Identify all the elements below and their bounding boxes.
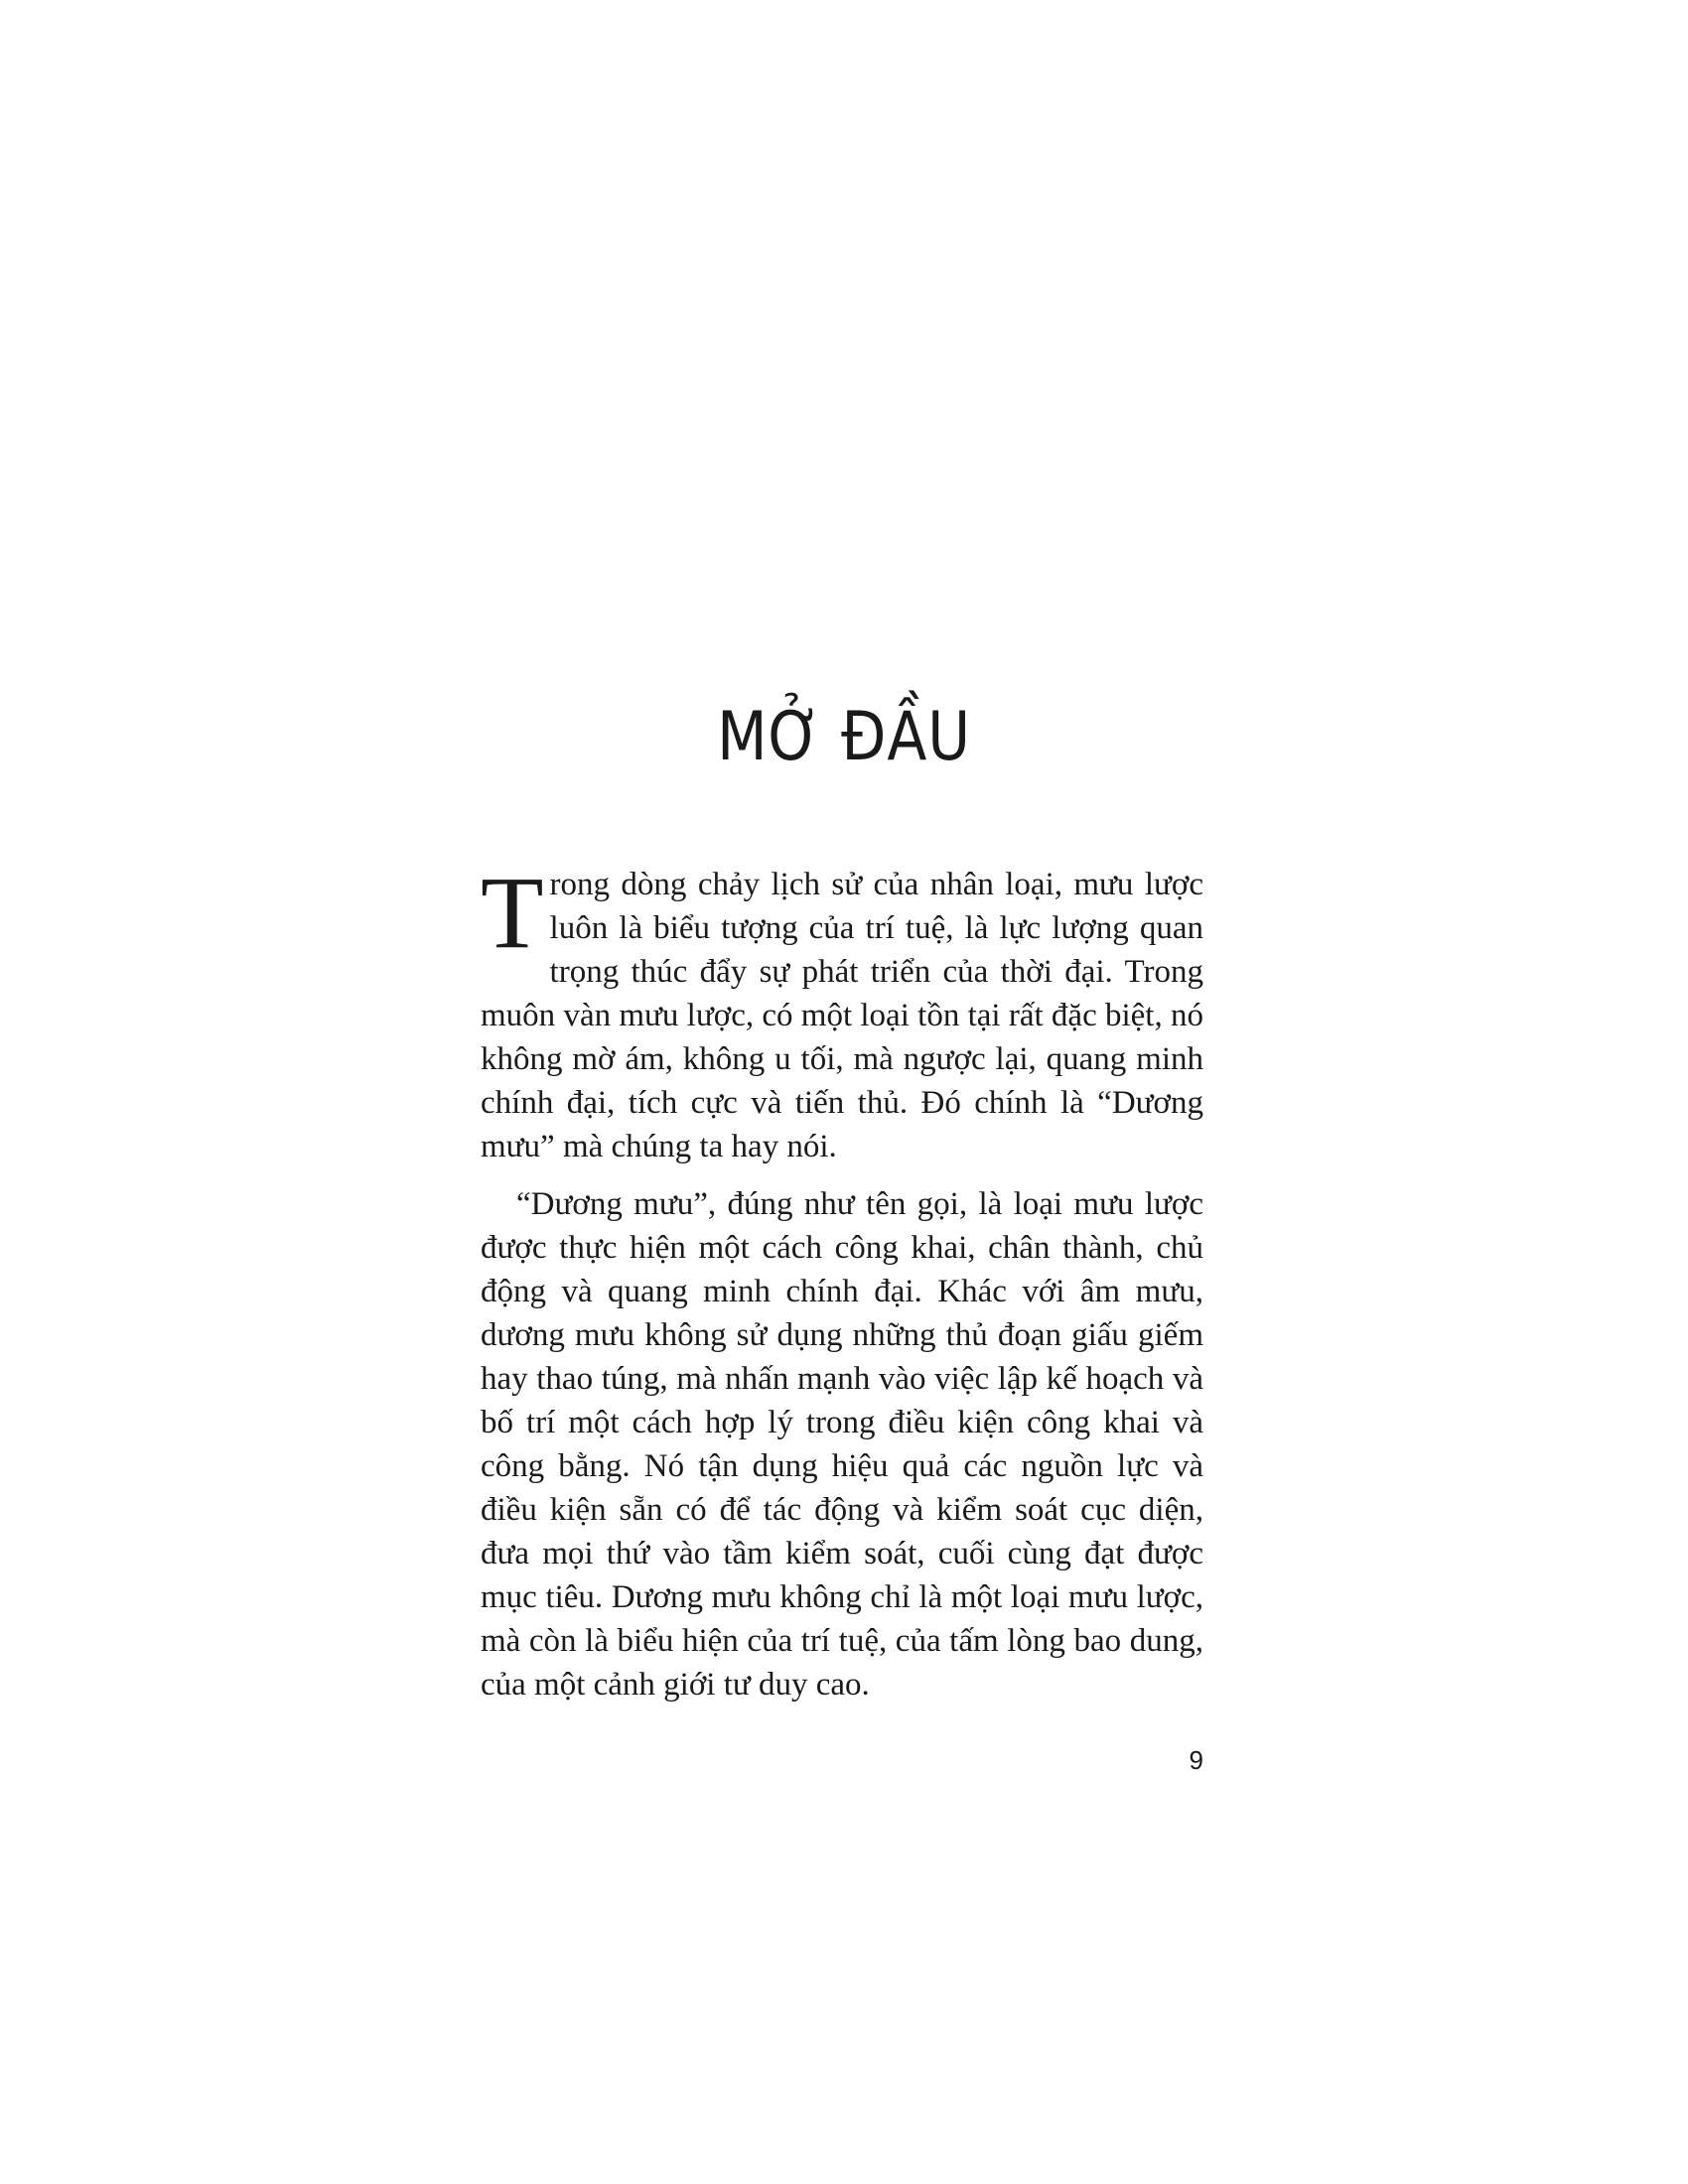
body-text [481,856,1203,1706]
drop-cap: T [481,856,544,970]
page-number: 9 [1189,1745,1203,1775]
paragraph-1 [481,856,1203,1168]
chapter-title: MỞ ĐẦU [717,698,971,776]
paragraph-2: “Dương mưu”, đúng như tên gọi, là loại mưu lược được thực hiện một cách công khai, chân thành, chủ động và quang minh chính đại. Khác với âm mưu, dương mưu không sử dụng những thủ đoạn giấu giếm hay thao túng, mà nhấn mạnh vào việc lập kế hoạch và bố trí một cách hợp lý trong điều kiện công khai và công bằng. Nó tận dụng hiệu quả các nguồn lực và điều kiện sẵn có để tác động và kiểm soát cục diện, đưa mọi thứ vào tầm kiểm soát, cuối cùng đạt được mục tiêu. Dương mưu không chỉ là một loại mưu lược, mà còn là biểu hiện của trí tuệ, của tấm lòng bao dung, của một cảnh giới tư duy cao. [481,1186,1203,1703]
paragraph-1-text: rong dòng chảy lịch sử của nhân loại, mưu lược luôn là biểu tượng của trí tuệ, là lực lượng quan trọng thúc đẩy sự phát triển của thời đại. Trong muôn vàn mưu lược, có một loại tồn tại rất đặc biệt, nó không mờ ám, không u tối, mà ngược lại, quang minh chính đại, tích cực và tiến thủ. Đó chính là “Dương mưu” mà chúng ta hay nói. [481,867,1203,1164]
